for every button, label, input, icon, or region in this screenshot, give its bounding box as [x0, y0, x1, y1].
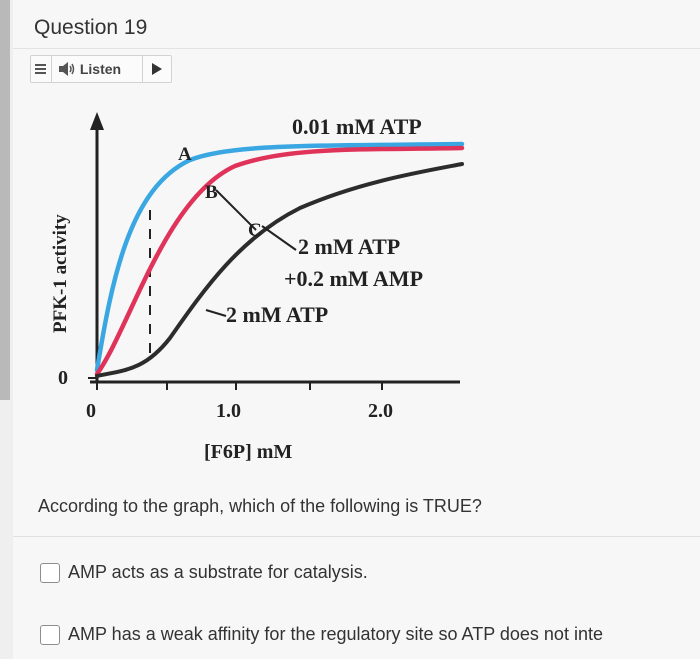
y-tick-label-0: 0 — [58, 367, 68, 389]
menu-button[interactable] — [31, 56, 52, 82]
speaker-icon — [58, 62, 76, 76]
answer-option-1[interactable] — [40, 562, 368, 583]
options-divider — [13, 536, 700, 537]
listen-button[interactable] — [52, 56, 143, 82]
curve-a-label: A — [178, 144, 192, 165]
series-label-0-01mm-atp: 0.01 mM ATP — [292, 114, 422, 139]
chart-svg — [30, 98, 480, 468]
question-prompt: According to the graph, which of the following is TRUE? — [38, 496, 482, 516]
play-icon — [152, 63, 162, 75]
x-tick-label-0: 0 — [86, 400, 96, 422]
menu-lines-icon — [35, 64, 46, 74]
left-accent-bar — [0, 0, 10, 400]
question-title: Question 19 — [34, 16, 148, 39]
answer-text-1: AMP acts as a substrate for catalysis. — [68, 562, 368, 582]
y-axis-arrow — [90, 112, 104, 130]
callout-c-line — [262, 226, 296, 250]
listen-label: Listen — [79, 61, 122, 77]
y-axis-label: PFK-1 activity — [50, 214, 71, 333]
x-tick-label-1: 1.0 — [216, 400, 241, 422]
series-label-2mm-atp: 2 mM ATP — [226, 302, 329, 327]
series-label-2mm-atp-line1: 2 mM ATP — [298, 234, 401, 259]
answer-text-2: AMP has a weak affinity for the regulatory site so ATP does not inte — [68, 624, 603, 644]
curve-2mm-atp-amp — [97, 148, 462, 374]
answer-checkbox-1[interactable] — [40, 563, 60, 583]
curve-b-label: B — [205, 182, 218, 203]
answer-checkbox-2[interactable] — [40, 625, 60, 645]
pfk-activity-chart — [30, 98, 480, 468]
callout-2mm-line — [206, 310, 226, 316]
listen-toolbar — [30, 55, 172, 83]
series-label-2mm-atp-line2: +0.2 mM AMP — [284, 266, 424, 291]
title-divider — [13, 48, 700, 49]
curve-c-label: C — [248, 220, 262, 241]
answer-option-2[interactable] — [40, 624, 603, 645]
x-tick-label-2: 2.0 — [368, 400, 393, 422]
x-axis-label: [F6P] mM — [204, 441, 293, 463]
play-button[interactable] — [143, 56, 171, 82]
curve-0-01mm-atp — [97, 144, 462, 370]
